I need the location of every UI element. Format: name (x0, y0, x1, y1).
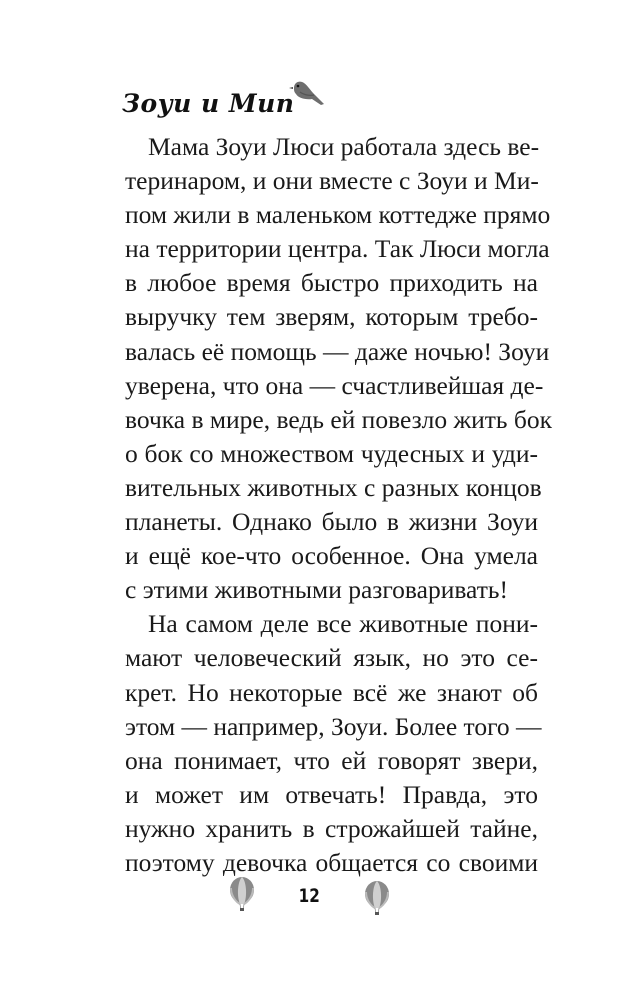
text-line: она понимает, что ей говорят звери, (125, 745, 538, 775)
text-line: на территории центра. Так Люси могла (125, 234, 550, 264)
text-line: вочка в мире, ведь ей повезло жить бок (125, 404, 553, 434)
running-header (122, 78, 326, 118)
hot-air-balloon-icon (363, 880, 391, 920)
text-line: теринаром, и они вместе с Зоуи и Ми- (125, 166, 539, 196)
text-line: крет. Но некоторые всё же знают об (125, 677, 538, 707)
text-line: поэтому девочка общается со своими (125, 847, 538, 877)
text-line: валась её помощь — даже ночью! Зоуи (125, 336, 550, 366)
bird-icon (288, 78, 326, 110)
page-number: 12 (298, 885, 321, 907)
text-line: пом жили в маленьком коттедже прямо (125, 200, 551, 230)
hot-air-balloon-icon (228, 876, 256, 916)
text-line: и может им отвечать! Правда, это (125, 779, 538, 809)
text-line: На самом деле все животные пони- (148, 609, 538, 639)
page-footer (0, 872, 619, 920)
text-line: в любое время быстро приходить на (125, 268, 538, 298)
text-line: с этими животными разговаривать! (125, 575, 508, 605)
text-line: выручку тем зверям, которым требо- (125, 302, 538, 332)
text-line: и ещё кое-что особенное. Она умела (125, 541, 538, 571)
text-line: вительных животных с разных концов (125, 472, 542, 502)
book-title: Зоуи и Мип (122, 89, 295, 118)
text-line: нужно хранить в строжайшей тайне, (125, 813, 538, 843)
text-line: о бок со множеством чудесных и уди- (125, 438, 538, 468)
text-line: уверена, что она — счастливейшая де- (125, 370, 544, 400)
text-line: планеты. Однако было в жизни Зоуи (125, 507, 538, 537)
text-line: мают человеческий язык, но это се- (125, 643, 538, 673)
page-body (125, 130, 553, 880)
text-line: этом — например, Зоуи. Более того — (125, 711, 542, 741)
text-line: Мама Зоуи Люси работала здесь ве- (148, 132, 540, 161)
